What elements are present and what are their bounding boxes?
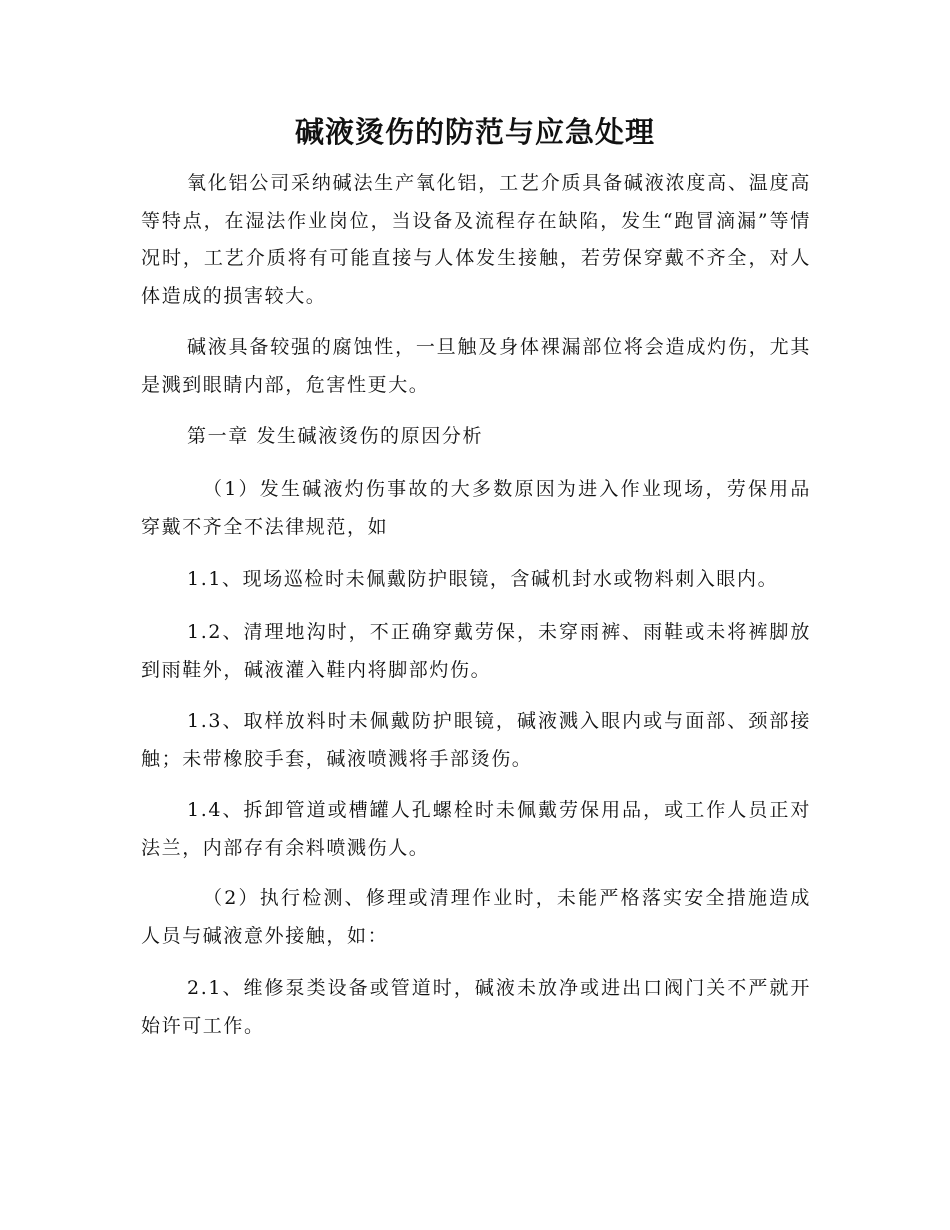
document-title: 碱液烫伤的防范与应急处理 <box>294 115 655 149</box>
paragraph-cause-2: （2）执行检测、修理或清理作业时，未能严格落实安全措施造成人员与碱液意外接触，如： <box>141 887 811 947</box>
list-item-1-2: 1.2、清理地沟时，不正确穿戴劳保，未穿雨裤、雨鞋或未将裤脚放到雨鞋外，碱液灌入鞋内将脚部灼伤。 <box>141 621 811 681</box>
chapter-heading: 第一章 发生碱液烫伤的原因分析 <box>187 425 484 447</box>
paragraph-cause-1: （1）发生碱液灼伤事故的大多数原因为进入作业现场，劳保用品穿戴不齐全不法律规范，如 <box>141 478 811 538</box>
list-item-1-1: 1.1、现场巡检时未佩戴防护眼镜，含碱机封水或物料刺入眼内。 <box>187 568 779 590</box>
paragraph-corrosiveness: 碱液具备较强的腐蚀性，一旦触及身体裸漏部位将会造成灼伤，尤其是溅到眼睛内部，危害性更大。 <box>141 336 811 396</box>
list-item-1-3: 1.3、取样放料时未佩戴防护眼镜，碱液溅入眼内或与面部、颈部接触；未带橡胶手套，碱液喷溅将手部烫伤。 <box>141 710 811 770</box>
list-item-2-1: 2.1、维修泵类设备或管道时，碱液未放净或进出口阀门关不严就开始许可工作。 <box>141 977 811 1037</box>
list-item-1-4: 1.4、拆卸管道或槽罐人孔螺栓时未佩戴劳保用品，或工作人员正对法兰，内部存有余料喷溅伤人。 <box>141 799 811 859</box>
paragraph-intro: 氧化铝公司采纳碱法生产氧化铝，工艺介质具备碱液浓度高、温度高等特点，在湿法作业岗位，当设备及流程存在缺陷，发生“跑冒滴漏”等情况时，工艺介质将有可能直接与人体发生接触，若劳保穿戴不齐全，对人体造成的损害较大。 <box>141 172 811 307</box>
